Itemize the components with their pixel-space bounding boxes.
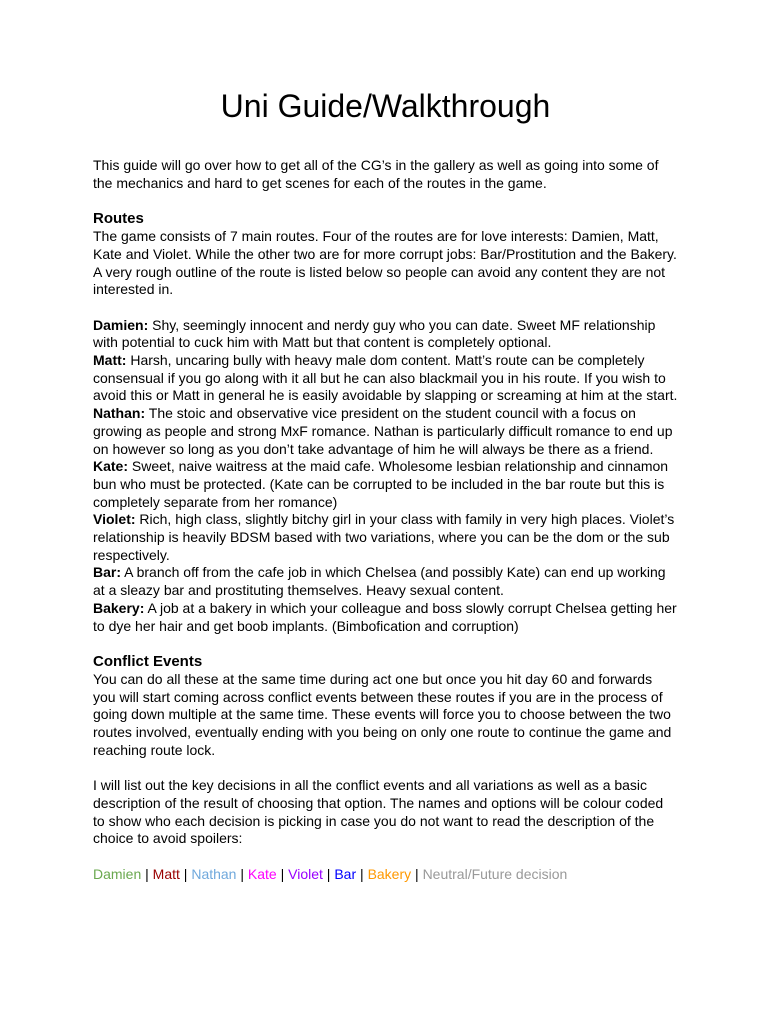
spacer: [93, 848, 678, 866]
conflict-events-heading: Conflict Events: [93, 652, 203, 670]
spacer: [93, 299, 678, 317]
legend-item-violet: Violet: [288, 865, 323, 882]
legend-separator: |: [236, 865, 248, 882]
routes-intro-paragraph: The game consists of 7 main routes. Four of the routes are for love interests: Damien, Matt, Kate and Violet. While the other two are for more corrupt jobs: Bar/Prostitution and the Bakery. A very rough outline of the route is listed below so people can avoid any content they are not interested in.: [93, 228, 677, 298]
legend-separator: |: [276, 865, 289, 882]
route-name: Damien:: [93, 316, 149, 333]
route-entry-nathan: [93, 405, 678, 458]
route-name: Violet:: [93, 511, 136, 528]
legend-item-matt: Matt: [152, 865, 180, 882]
legend-separator: |: [356, 865, 368, 882]
route-description: The stoic and observative vice president on the student council with a focus on growing as people and strong MxF romance. Nathan is particularly difficult romance to end up on however so long as you don’t take advantage of him he will always be there as a friend.: [93, 405, 673, 457]
route-entry-damien: [93, 317, 678, 352]
route-description: Shy, seemingly innocent and nerdy guy who you can date. Sweet MF relationship with potential to cuck him with Matt but that content is completely optional.: [93, 316, 656, 351]
route-entry-kate: [93, 458, 678, 511]
route-description: A branch off from the cafe job in which Chelsea (and possibly Kate) can end up working at a sleazy bar and prostituting themselves. Heavy sexual content.: [93, 564, 666, 599]
spacer: [93, 759, 678, 777]
routes-list: [93, 317, 678, 636]
legend-item-kate: Kate: [247, 865, 277, 882]
route-entry-bar: [93, 564, 678, 599]
spacer: [93, 192, 678, 210]
legend-item-neutral: Neutral/Future decision: [422, 865, 568, 882]
route-entry-matt: [93, 352, 678, 405]
route-description: Harsh, uncaring bully with heavy male dom content. Matt’s route can be completely consensual if you go along with it all but he can also blackmail you in his route. If you wish to avoid this or Matt in general he is easily avoidable by slapping or screaming at him at the start.: [93, 352, 678, 404]
legend-separator: |: [411, 865, 423, 882]
intro-paragraph: This guide will go over how to get all of the CG’s in the gallery as well as going into some of the mechanics and hard to get scenes for each of the routes in the game.: [93, 157, 659, 191]
page-title: Uni Guide/Walkthrough: [220, 88, 551, 124]
route-entry-bakery: [93, 600, 678, 635]
routes-heading: Routes: [93, 210, 144, 228]
color-legend: [93, 866, 678, 884]
route-description: Sweet, naive waitress at the maid cafe. Wholesome lesbian relationship and cinnamon bun who must be protected. (Kate can be corrupted to be included in the bar route but this is completely separate from her romance): [93, 458, 669, 510]
route-name: Bakery:: [93, 599, 145, 616]
route-entry-violet: [93, 511, 678, 564]
spacer: [93, 635, 678, 653]
route-name: Bar:: [93, 564, 122, 581]
route-name: Kate:: [93, 458, 129, 475]
legend-separator: |: [141, 865, 153, 882]
conflict-paragraph-1: You can do all these at the same time during act one but once you hit day 60 and forwards you will start coming across conflict events between these routes if you are in the process of going down multiple at the same time. These events will force you to choose between the two routes involved, eventually ending with you being on only one route to continue the game and reaching route lock.: [93, 670, 672, 758]
legend-item-nathan: Nathan: [191, 865, 237, 882]
document-page: [93, 86, 678, 883]
legend-item-bakery: Bakery: [367, 865, 412, 882]
conflict-paragraph-2: I will list out the key decisions in all the conflict events and all variations as well as a basic description of the result of choosing that option. The names and options will be colour coded to show who each decision is picking in case you do not want to read the description of the choice to avoid spoilers:: [93, 777, 664, 847]
route-description: Rich, high class, slightly bitchy girl in your class with family in very high places. Violet’s relationship is heavily BDSM based with two variations, where you can be the dom or the sub respectively.: [93, 511, 675, 563]
legend-separator: |: [179, 865, 192, 882]
route-description: A job at a bakery in which your colleague and boss slowly corrupt Chelsea getting her to dye her hair and get boob implants. (Bimbofication and corruption): [93, 599, 677, 634]
route-name: Nathan:: [93, 405, 146, 422]
legend-item-damien: Damien: [93, 865, 142, 882]
legend-separator: |: [322, 865, 335, 882]
legend-item-bar: Bar: [334, 865, 357, 882]
route-name: Matt:: [93, 352, 127, 368]
